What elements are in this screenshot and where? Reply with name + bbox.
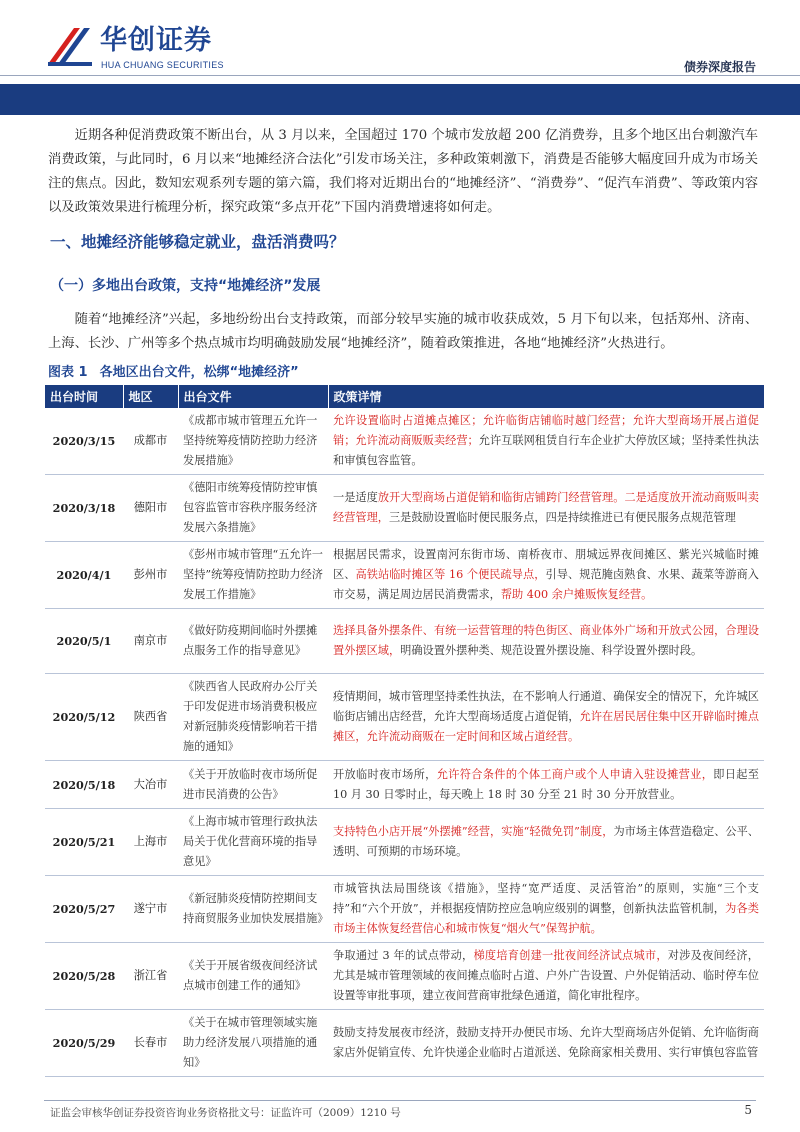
row-document: 《关于开放临时夜市场所促进市民消费的公告》 [178, 761, 328, 809]
header-blue-band [0, 84, 800, 115]
row-date: 2020/3/18 [45, 475, 123, 542]
row-date: 2020/4/1 [45, 542, 123, 609]
row-details [328, 408, 764, 475]
row-region: 德阳市 [123, 475, 178, 542]
detail-text: 为市场主体营造稳定、公平、透明、可预期的市场环境。 [333, 825, 759, 858]
row-region: 成都市 [123, 408, 178, 475]
table-row [45, 609, 764, 674]
detail-highlight: 高铁站临时摊区等 16 个便民疏导点， [355, 568, 546, 581]
row-region: 南京市 [123, 609, 178, 674]
detail-text: 对涉及夜间经济，尤其是城市管理领域的夜间摊点临时占道、户外广告设置、户外促销活动、临时停车位设置等审批事项，建立夜间营商审批绿色通道，简化审批程序。 [333, 949, 759, 1002]
row-document: 《彭州市城市管理“五允许一坚持”统筹疫情防控助力经济发展工作措施》 [178, 542, 328, 609]
row-date: 2020/3/15 [45, 408, 123, 475]
row-region: 长春市 [123, 1010, 178, 1077]
section-1-1-paragraph: 随着“地摊经济”兴起，多地纷纷出台支持政策，而部分较早实施的城市收获成效，5 月下旬以来，包括郑州、济南、上海、长沙、广州等多个热点城市均明确鼓励发展“地摊经济”，随着政策推进，各地“地摊经济”火热进行。 [48, 312, 758, 351]
footer-divider [44, 1100, 756, 1101]
row-document: 《关于开展省级夜间经济试点城市创建工作的通知》 [178, 943, 328, 1010]
row-document: 《做好防疫期间临时外摆摊点服务工作的指导意见》 [178, 609, 328, 674]
row-date: 2020/5/12 [45, 674, 123, 761]
section-1-heading: 一、地摊经济能够稳定就业，盘活消费吗？ [50, 233, 345, 251]
figure-caption [48, 363, 758, 383]
detail-text: 即日起至 10 月 30 日零时止，每天晚上 18 时 30 分至 21 时 30 分开放营业。 [333, 767, 759, 801]
detail-highlight: 帮助 400 余户摊贩恢复经营。 [500, 588, 653, 601]
table-row [45, 876, 764, 943]
detail-text: 引导、规范腌卤熟食、水果、蔬菜等游商入市交易，满足周边居民消费需求， [333, 568, 759, 601]
table-row [45, 1010, 764, 1077]
row-region: 大冶市 [123, 761, 178, 809]
row-details [328, 809, 764, 876]
row-document: 《关于在城市管理领域实施助力经济发展八项措施的通知》 [178, 1010, 328, 1077]
detail-highlight: 放开大型商场占道促销和临街店铺跨门经营管理。二是适度放开流动商贩叫卖经营管理， [333, 491, 759, 524]
table-row [45, 943, 764, 1010]
table-header-row [45, 385, 764, 408]
report-body [48, 124, 758, 1077]
detail-text: 开放临时夜市场所， [333, 767, 437, 781]
logo-chinese-name: 华创证券 [100, 25, 212, 56]
detail-text: 允许互联网租赁自行车企业扩大停放区域；坚持柔性执法和审慎包容监管。 [333, 434, 759, 467]
figure-title: 各地区出台文件，松绑“地摊经济” [99, 365, 299, 380]
page-number: 5 [744, 1103, 752, 1117]
row-document: 《新冠肺炎疫情防控期间支持商贸服务业加快发展措施》 [178, 876, 328, 943]
row-document: 《德阳市统筹疫情防控审慎包容监管市容秩序服务经济发展六条措施》 [178, 475, 328, 542]
row-details [328, 542, 764, 609]
row-details [328, 674, 764, 761]
table-row [45, 809, 764, 876]
detail-text: 市城管执法局围绕该《措施》，坚持“宽严适度、灵活管治”的原则，实施“三个支持”和“六个开放”，并根据疫情防控应急响应级别的调整，创新执法监管机制， [333, 882, 759, 915]
detail-highlight: 允许符合条件的个体工商户或个人申请入驻设摊营业， [436, 767, 714, 781]
company-logo [44, 24, 244, 74]
detail-highlight: 支持特色小店开展“外摆摊”经营，实施“轻微免罚”制度， [333, 825, 614, 838]
row-date: 2020/5/28 [45, 943, 123, 1010]
column-header-date: 出台时间 [45, 385, 123, 408]
header-divider [0, 75, 800, 76]
row-details [328, 876, 764, 943]
logo-english-name: HUA CHUANG SECURITIES [101, 60, 224, 70]
detail-highlight: 梯度培育创建一批夜间经济试点城市， [473, 949, 668, 962]
footer-license: 证监会审核华创证券投资咨询业务资格批文号：证监许可（2009）1210 号 [50, 1107, 401, 1119]
detail-text: 明确设置外摆种类、规范设置外摆设施、科学设置外摆时段。 [400, 644, 703, 657]
table-row [45, 475, 764, 542]
detail-text: 根据居民需求，设置南河东街市场、南桥夜市、朋城远界夜间摊区、紫光兴城临时摊区、 [333, 548, 759, 581]
detail-text: 三是鼓励设置临时便民服务点，四是持续推进已有便民服务点规范管理 [388, 511, 736, 524]
detail-highlight: 为各类市场主体恢复经营信心和城市恢复“烟火气”保驾护航。 [333, 902, 759, 935]
page-header [0, 0, 800, 115]
table-row [45, 674, 764, 761]
row-details [328, 943, 764, 1010]
column-header-document: 出台文件 [178, 385, 328, 408]
row-document: 《上海市城市管理行政执法局关于优化营商环境的指导意见》 [178, 809, 328, 876]
table-row [45, 761, 764, 809]
row-region: 浙江省 [123, 943, 178, 1010]
figure-label: 图表 1 [48, 365, 88, 380]
intro-paragraph: 近期各种促消费政策不断出台，从 3 月以来，全国超过 170 个城市发放超 200 亿消费券，且多个地区出台刺激汽车消费政策，与此同时，6 月以来“地摊经济合法化”引发市场关注，多种政策刺激下，消费是否能够大幅度回升成为市场关注的焦点。因此，数知宏观系列专题的第六篇，我们将对近期出台的“地摊经济”、“消费券”、“促汽车消费”、等政策内容以及政策效果进行梳理分析，探究政策“多点开花”下国内消费增速将如何走。 [48, 128, 758, 215]
report-type-label: 债券深度报告 [683, 60, 756, 74]
section-1-1-heading: （一）多地出台政策，支持“地摊经济”发展 [50, 278, 321, 294]
row-document: 《陕西省人民政府办公厅关于印发促进市场消费积极应对新冠肺炎疫情影响若干措施的通知》 [178, 674, 328, 761]
detail-highlight: 允许设置临时占道摊点摊区；允许临街店铺临时越门经营；允许大型商场开展占道促销；允许流动商贩贩卖经营； [333, 414, 759, 447]
row-date: 2020/5/27 [45, 876, 123, 943]
detail-text: 一是适度 [333, 491, 378, 504]
policy-table [45, 385, 765, 1077]
row-details [328, 761, 764, 809]
column-header-details: 政策详情 [328, 385, 764, 408]
row-date: 2020/5/1 [45, 609, 123, 674]
detail-highlight: 选择具备外摆条件、有统一运营管理的特色街区、商业体外广场和开放式公园，合理设置外摆区域， [333, 624, 759, 657]
detail-text: 疫情期间，城市管理坚持柔性执法，在不影响人行通道、确保安全的情况下，允许城区临街店铺出店经营，允许大型商场适度占道促销， [333, 690, 759, 723]
table-row [45, 408, 764, 475]
column-header-region: 地区 [123, 385, 178, 408]
row-details: 鼓励支持发展夜市经济，鼓励支持开办便民市场、允许大型商场店外促销、允许临街商家店外促销宣传、允许快递企业临时占道派送、免除商家相关费用、实行审慎包容监管 [328, 1010, 764, 1077]
row-region: 彭州市 [123, 542, 178, 609]
table-row [45, 542, 764, 609]
row-details [328, 475, 764, 542]
row-region: 遂宁市 [123, 876, 178, 943]
row-region: 上海市 [123, 809, 178, 876]
row-date: 2020/5/29 [45, 1010, 123, 1077]
row-date: 2020/5/21 [45, 809, 123, 876]
row-details [328, 609, 764, 674]
row-document: 《成都市城市管理五允许一坚持统筹疫情防控助力经济发展措施》 [178, 408, 328, 475]
row-region: 陕西省 [123, 674, 178, 761]
logo-mark-icon [44, 24, 96, 70]
detail-highlight: 允许在居民居住集中区开辟临时摊点摊区，允许流动商贩在一定时间和区域占道经营。 [333, 710, 759, 743]
detail-text: 争取通过 3 年的试点带动， [333, 949, 474, 962]
row-date: 2020/5/18 [45, 761, 123, 809]
